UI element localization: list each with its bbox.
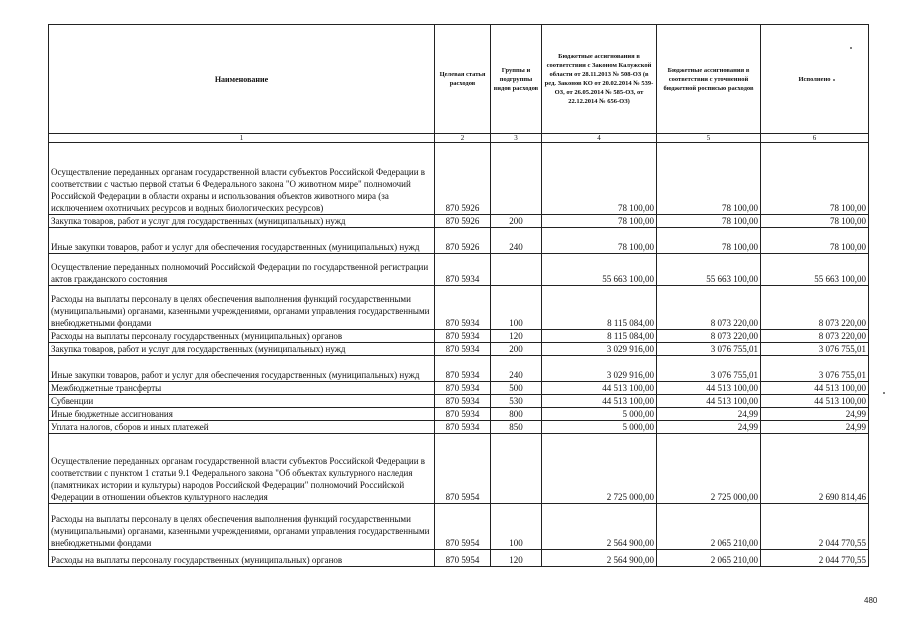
scan-speck bbox=[883, 392, 885, 394]
row-name: Расходы на выплаты персоналу в целях обеспечения выполнения функций государственными (муниципальными) органами, казенными учреждениями, органами управления государственными внебюджетными фондами bbox=[49, 286, 435, 330]
row-budget-law: 5 000,00 bbox=[542, 421, 657, 434]
page-number: 480 bbox=[864, 596, 878, 605]
row-name: Иные закупки товаров, работ и услуг для обеспечения государственных (муниципальных) нужд bbox=[49, 228, 435, 254]
row-group: 100 bbox=[491, 286, 542, 330]
row-executed: 78 100,00 bbox=[761, 215, 869, 228]
table-row bbox=[49, 254, 869, 286]
column-number: 1 bbox=[49, 134, 435, 143]
row-name: Иные закупки товаров, работ и услуг для обеспечения государственных (муниципальных) нужд bbox=[49, 356, 435, 382]
table-row bbox=[49, 434, 869, 504]
row-name: Расходы на выплаты персоналу государственных (муниципальных) органов bbox=[49, 330, 435, 343]
column-number: 5 bbox=[657, 134, 761, 143]
table-row bbox=[49, 286, 869, 330]
row-budget-refined: 24,99 bbox=[657, 408, 761, 421]
header-target-article: Целевая статья расходов bbox=[435, 25, 491, 134]
header-budget-refined: Бюджетные ассигнования в соответствии с уточненной бюджетной росписью расходов bbox=[657, 25, 761, 134]
row-budget-law: 2 564 900,00 bbox=[542, 550, 657, 567]
row-budget-refined: 78 100,00 bbox=[657, 143, 761, 215]
row-name: Иные бюджетные ассигнования bbox=[49, 408, 435, 421]
row-name: Расходы на выплаты персоналу государственных (муниципальных) органов bbox=[49, 550, 435, 567]
row-budget-law: 2 725 000,00 bbox=[542, 434, 657, 504]
header-expense-groups: Группы и подгруппы видов расходов bbox=[491, 25, 542, 134]
row-executed: 3 076 755,01 bbox=[761, 356, 869, 382]
row-executed: 8 073 220,00 bbox=[761, 330, 869, 343]
row-executed: 78 100,00 bbox=[761, 143, 869, 215]
row-target-code: 870 5934 bbox=[435, 343, 491, 356]
row-target-code: 870 5954 bbox=[435, 550, 491, 567]
table-row bbox=[49, 343, 869, 356]
table-row bbox=[49, 550, 869, 567]
row-budget-law: 8 115 084,00 bbox=[542, 330, 657, 343]
row-budget-law: 78 100,00 bbox=[542, 228, 657, 254]
table-row bbox=[49, 504, 869, 550]
row-executed: 2 690 814,46 bbox=[761, 434, 869, 504]
row-target-code: 870 5954 bbox=[435, 434, 491, 504]
row-executed: 24,99 bbox=[761, 421, 869, 434]
column-number: 3 bbox=[491, 134, 542, 143]
row-budget-refined: 8 073 220,00 bbox=[657, 330, 761, 343]
row-target-code: 870 5954 bbox=[435, 504, 491, 550]
row-budget-refined: 24,99 bbox=[657, 421, 761, 434]
row-budget-refined: 55 663 100,00 bbox=[657, 254, 761, 286]
row-budget-law: 44 513 100,00 bbox=[542, 395, 657, 408]
column-number-row bbox=[49, 134, 869, 143]
row-group: 120 bbox=[491, 330, 542, 343]
row-executed: 44 513 100,00 bbox=[761, 382, 869, 395]
column-number: 6 bbox=[761, 134, 869, 143]
row-executed: 78 100,00 bbox=[761, 228, 869, 254]
row-budget-law: 78 100,00 bbox=[542, 215, 657, 228]
scan-speck bbox=[833, 79, 835, 81]
row-target-code: 870 5934 bbox=[435, 286, 491, 330]
table-row bbox=[49, 408, 869, 421]
row-target-code: 870 5934 bbox=[435, 382, 491, 395]
row-budget-refined: 44 513 100,00 bbox=[657, 395, 761, 408]
header-executed: Исполнено bbox=[761, 25, 869, 134]
row-executed: 24,99 bbox=[761, 408, 869, 421]
scan-speck bbox=[850, 47, 852, 49]
row-group: 530 bbox=[491, 395, 542, 408]
row-budget-refined: 2 725 000,00 bbox=[657, 434, 761, 504]
row-group: 800 bbox=[491, 408, 542, 421]
table-row bbox=[49, 382, 869, 395]
row-executed: 55 663 100,00 bbox=[761, 254, 869, 286]
header-row bbox=[49, 25, 869, 134]
row-group: 240 bbox=[491, 228, 542, 254]
row-name: Осуществление переданных полномочий Российской Федерации по государственной регистрации актов гражданского состояния bbox=[49, 254, 435, 286]
table-row bbox=[49, 330, 869, 343]
row-target-code: 870 5934 bbox=[435, 254, 491, 286]
row-budget-law: 78 100,00 bbox=[542, 143, 657, 215]
row-group: 200 bbox=[491, 343, 542, 356]
row-target-code: 870 5934 bbox=[435, 421, 491, 434]
row-name: Субвенции bbox=[49, 395, 435, 408]
row-target-code: 870 5934 bbox=[435, 356, 491, 382]
row-executed: 44 513 100,00 bbox=[761, 395, 869, 408]
table-row bbox=[49, 421, 869, 434]
row-group: 240 bbox=[491, 356, 542, 382]
row-budget-refined: 78 100,00 bbox=[657, 215, 761, 228]
budget-table-sheet bbox=[48, 24, 868, 567]
row-budget-law: 3 029 916,00 bbox=[542, 356, 657, 382]
row-budget-law: 2 564 900,00 bbox=[542, 504, 657, 550]
table-row bbox=[49, 215, 869, 228]
row-executed: 2 044 770,55 bbox=[761, 550, 869, 567]
row-budget-refined: 8 073 220,00 bbox=[657, 286, 761, 330]
row-budget-law: 8 115 084,00 bbox=[542, 286, 657, 330]
row-name: Межбюджетные трансферты bbox=[49, 382, 435, 395]
row-name: Осуществление переданных органам государственной власти субъектов Российской Федерации в соответствии с частью первой статьи 6 Федерального закона "О животном мире" полномочий Российской Федерации в области охраны и использования объектов животного мира (за исключением охотничьих ресурсов и водных биологических ресурсов) bbox=[49, 143, 435, 215]
row-executed: 3 076 755,01 bbox=[761, 343, 869, 356]
table-body bbox=[49, 143, 869, 567]
row-budget-refined: 3 076 755,01 bbox=[657, 356, 761, 382]
row-budget-refined: 44 513 100,00 bbox=[657, 382, 761, 395]
row-target-code: 870 5934 bbox=[435, 395, 491, 408]
column-number: 2 bbox=[435, 134, 491, 143]
row-name: Расходы на выплаты персоналу в целях обеспечения выполнения функций государственными (муниципальными) органами, казенными учреждениями, органами управления государственными внебюджетными фондами bbox=[49, 504, 435, 550]
row-executed: 2 044 770,55 bbox=[761, 504, 869, 550]
column-number: 4 bbox=[542, 134, 657, 143]
row-executed: 8 073 220,00 bbox=[761, 286, 869, 330]
row-group bbox=[491, 254, 542, 286]
row-name: Закупка товаров, работ и услуг для государственных (муниципальных) нужд bbox=[49, 215, 435, 228]
row-group bbox=[491, 434, 542, 504]
table-row bbox=[49, 228, 869, 254]
row-group: 850 bbox=[491, 421, 542, 434]
row-budget-refined: 3 076 755,01 bbox=[657, 343, 761, 356]
header-budget-law: Бюджетные ассигнования в соответствии с Законом Калужской области от 28.11.2013 № 508-ОЗ (в ред. Законов КО от 20.02.2014 № 539-ОЗ, от 26.05.2014 № 585-ОЗ, от 22.12.2014 № 656-ОЗ) bbox=[542, 25, 657, 134]
table-row bbox=[49, 143, 869, 215]
row-budget-law: 3 029 916,00 bbox=[542, 343, 657, 356]
row-target-code: 870 5934 bbox=[435, 330, 491, 343]
row-group: 120 bbox=[491, 550, 542, 567]
table-row bbox=[49, 395, 869, 408]
row-budget-refined: 78 100,00 bbox=[657, 228, 761, 254]
row-group: 100 bbox=[491, 504, 542, 550]
row-group bbox=[491, 143, 542, 215]
row-group: 500 bbox=[491, 382, 542, 395]
row-budget-refined: 2 065 210,00 bbox=[657, 550, 761, 567]
row-target-code: 870 5926 bbox=[435, 228, 491, 254]
row-name: Закупка товаров, работ и услуг для государственных (муниципальных) нужд bbox=[49, 343, 435, 356]
header-name: Наименование bbox=[49, 25, 435, 134]
row-budget-law: 44 513 100,00 bbox=[542, 382, 657, 395]
table-row bbox=[49, 356, 869, 382]
row-budget-law: 55 663 100,00 bbox=[542, 254, 657, 286]
row-name: Осуществление переданных органам государственной власти субъектов Российской Федерации в соответствии с пунктом 1 статьи 9.1 Федерального закона "Об объектах культурного наследия (памятниках истории и культуры) народов Российской Федерации" полномочий Российской Федерации в отношении объектов культурного наследия bbox=[49, 434, 435, 504]
row-target-code: 870 5926 bbox=[435, 215, 491, 228]
row-group: 200 bbox=[491, 215, 542, 228]
row-target-code: 870 5926 bbox=[435, 143, 491, 215]
budget-table bbox=[48, 24, 869, 567]
row-target-code: 870 5934 bbox=[435, 408, 491, 421]
row-budget-law: 5 000,00 bbox=[542, 408, 657, 421]
row-budget-refined: 2 065 210,00 bbox=[657, 504, 761, 550]
row-name: Уплата налогов, сборов и иных платежей bbox=[49, 421, 435, 434]
